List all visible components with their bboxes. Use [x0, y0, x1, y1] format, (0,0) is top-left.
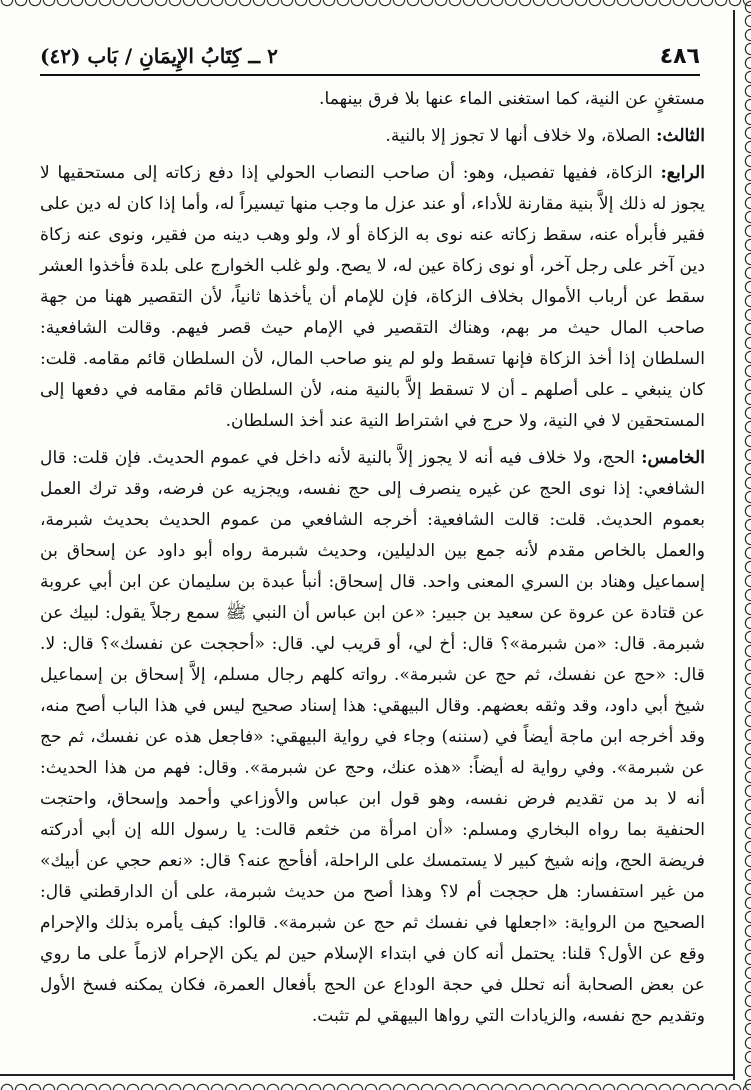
- paragraph-text: الصلاة، ولا خلاف أنها لا تجوز إلا بالنية.: [385, 126, 657, 146]
- decorative-border-right: [737, 0, 751, 1090]
- paragraph-lead: الثالث:: [656, 126, 705, 146]
- paragraph: [40, 158, 705, 437]
- page-body: [40, 84, 705, 1038]
- paragraph: [40, 443, 705, 1032]
- paragraph-text: الزكاة، ففيها تفصيل، وهو: أن صاحب النصاب الحولي إذا دفع زكاته إلى مستحقيها لا يجوز له ذلك إلاَّ بنية مقارنة للأداء، أو عند عزل ما وجب منها تيسيراً له، وأما إذا كان له دين على فقير فأبرأه عنه، سقط زكاته عنه نوى به الزكاة أو لا، ولو وهب دينه من فقير، ونوى عنه زكاة دين آخر على رجل آخر، أو نوى زكاة عين له، لا يصح. ولو غلب الخوارج على بلدة فأخذوا العشر سقط عن أرباب الأموال بخلاف الزكاة، فإن للإمام أن يأخذها ثانياً، لأن التقصير ههنا من جهة صاحب المال حيث مر بهم، وهناك التقصير في الإمام حيث قصر فيهم. وقالت الشافعية: السلطان إذا أخذ الزكاة فإنها تسقط ولو لم ينو صاحب المال، لأن السلطان قائم مقامه. قلت: كان ينبغي ـ على أصلهم ـ أن لا تسقط إلاَّ بالنية منه، لأن السلطان قائم مقامه في دفعها إلى المستحقين لا في النية، ولا حرج في اشتراط النية عند أخذ السلطان.: [40, 163, 705, 431]
- bottom-rule-line: [0, 1074, 735, 1076]
- paragraph-lead: الرابع:: [660, 163, 705, 183]
- paragraph-lead: الخامس:: [641, 448, 705, 468]
- paragraph: [40, 121, 705, 152]
- decorative-border-bottom: [0, 1076, 751, 1090]
- right-rule-line: [733, 10, 735, 1080]
- page-header: [40, 40, 700, 76]
- paragraph-text: مستغنٍ عن النية، كما استغنى الماء عنها بلا فرق بينهما.: [319, 89, 705, 109]
- running-title: ٢ ــ كِتَابُ الإِيمَانِ / بَاب (٤٢): [40, 44, 278, 68]
- page-number: ٤٨٦: [659, 44, 700, 69]
- paragraph-text: الحج، ولا خلاف فيه أنه لا يجوز إلاَّ بالنية لأنه داخل في عموم الحديث. فإن قلت: قال الشافعي: إذا نوى الحج عن غيره ينصرف إلى حج نفسه، ويجزيه عن فرضه، وقد ترك العمل بعموم الحديث. قلت: قالت الشافعية: أخرجه الشافعي من عموم الحديث بحديث شبرمة، والعمل بالخاص مقدم لأنه جمع بين الدليلين، وحديث شبرمة رواه أبو داود عن إسحاق بن إسماعيل وهناد بن السري المعنى واحد. قال إسحاق: أنبأ عبدة بن سليمان عن ابن أبي عروبة عن قتادة عن عروة عن سعيد بن جبير: «عن ابن عباس أن النبي ﷺ سمع رجلاً يقول: لبيك عن شبرمة. قال: «من شبرمة»؟ قال: أخ لي، أو قريب لي. قال: «أحججت عن نفسك»؟ قال: لا. قال: «حج عن نفسك، ثم حج عن شبرمة». رواته كلهم رجال مسلم، إلاَّ إسحاق بن إسماعيل شيخ أبي داود، وقد وثقه بعضهم. وقال البيهقي: هذا إسناد صحيح ليس في هذا الباب أصح منه، وقد أخرجه ابن ماجة أيضاً في (سننه) وجاء في رواية البيهقي: «فاجعل هذه عن نفسك، ثم حج عن شبرمة». وفي رواية له أيضاً: «هذه عنك، وحج عن شبرمة». وقال: فهم من هذا الحديث: أنه لا بد من تقديم فرض نفسه، وهو قول ابن عباس والأوزاعي وأحمد وإسحاق، واحتجت الحنفية بما رواه البخاري ومسلم: «أن امرأة من خثعم قالت: يا رسول الله إن أبي أدركته فريضة الحج، وإنه شيخ كبير لا يستمسك على الراحلة، أفأحج عنه؟ قال: «نعم حجي عن أبيك» من غير استفسار: هل حججت أم لا؟ وهذا أصح من حديث شبرمة، على أن الدارقطني قال: الصحيح من الرواية: «اجعلها في نفسك ثم حج عن شبرمة». قالوا: كيف يأمره بذلك والإحرام وقع عن الأول؟ قلنا: يحتمل أنه كان في ابتداء الإسلام حين لم يكن الإحرام لازماً على ما روي عن بعض الصحابة أنه تحلل في حجة الوداع عن الحج بأفعال العمرة، فكان يمكنه فسخ الأول وتقديم حج نفسه، والزيادات التي رواها البيهقي لم تثبت.: [40, 448, 705, 1026]
- decorative-border-top: [0, 0, 751, 14]
- paragraph: [40, 84, 705, 115]
